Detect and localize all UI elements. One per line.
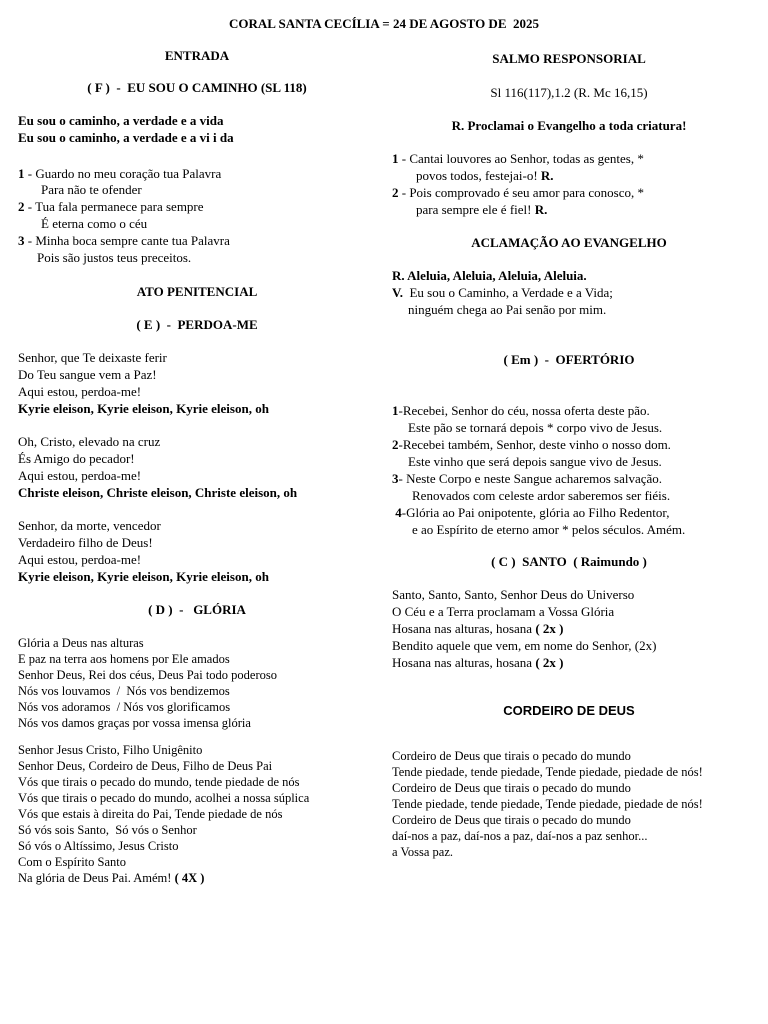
gloria-line: Nós vos adoramos / Nós vos glorificamos [18, 700, 231, 714]
cordeiro-line: Cordeiro de Deus que tirais o pecado do mundo [392, 749, 631, 763]
gloria-line: Só vós sois Santo, Só vós o Senhor [18, 823, 197, 837]
ofertorio-line: e ao Espírito de eterno amor * pelos séculos. Amém. [412, 522, 686, 537]
entrada-refrain-line: Eu sou o caminho, a verdade e a vi i da [18, 130, 234, 145]
gloria-line: Senhor Jesus Cristo, Filho Unigênito [18, 743, 203, 757]
ofertorio-line: 3- Neste Corpo e neste Sangue acharemos salvação. [392, 471, 663, 486]
santo-song-title: ( C ) SANTO ( Raimundo ) [491, 554, 647, 569]
gloria-line: Nós vos louvamos / Nós vos bendizemos [18, 684, 230, 698]
entrada-song-title: ( F ) - EU SOU O CAMINHO (SL 118) [87, 80, 307, 95]
entrada-heading: ENTRADA [164, 48, 230, 63]
ato-line: Aqui estou, perdoa-me! [18, 468, 142, 483]
entrada-verse: 3 - Minha boca sempre cante tua Palavra [18, 233, 230, 248]
gloria-line: Vós que estais à direita do Pai, Tende piedade de nós [18, 807, 283, 821]
ato-christe: Christe eleison, Christe eleison, Christe eleison, oh [18, 485, 298, 500]
gloria-line: Só vós o Altíssimo, Jesus Cristo [18, 839, 179, 853]
gloria-line: Vós que tirais o pecado do mundo, tende piedade de nós [18, 775, 300, 789]
aclamacao-verse: ninguém chega ao Pai senão por mim. [408, 302, 607, 317]
ato-line: Aqui estou, perdoa-me! [18, 384, 142, 399]
gloria-line: E paz na terra aos homens por Ele amados [18, 652, 230, 666]
santo-line: Santo, Santo, Santo, Senhor Deus do Universo [392, 587, 635, 602]
salmo-reference: Sl 116(117),1.2 (R. Mc 16,15) [490, 85, 648, 100]
cordeiro-line: Tende piedade, tende piedade, Tende piedade, piedade de nós! [392, 765, 703, 779]
santo-line: O Céu e a Terra proclamam a Vossa Glória [392, 604, 615, 619]
gloria-line: Senhor Deus, Cordeiro de Deus, Filho de Deus Pai [18, 759, 273, 773]
santo-line: Bendito aquele que vem, em nome do Senhor, (2x) [392, 638, 657, 653]
ato-line: Do Teu sangue vem a Paz! [18, 367, 157, 382]
gloria-line: Nós vos damos graças por vossa imensa glória [18, 716, 251, 730]
entrada-verse: 2 - Tua fala permanece para sempre [18, 199, 204, 214]
cordeiro-line: a Vossa paz. [392, 845, 453, 859]
ato-line: Verdadeiro filho de Deus! [18, 535, 153, 550]
ato-line: Aqui estou, perdoa-me! [18, 552, 142, 567]
salmo-line: para sempre ele é fiel! R. [416, 202, 548, 217]
aclamacao-verse: V. Eu sou o Caminho, a Verdade e a Vida; [392, 285, 613, 300]
cordeiro-line: daí-nos a paz, daí-nos a paz, daí-nos a paz senhor... [392, 829, 648, 843]
salmo-line: 1 - Cantai louvores ao Senhor, todas as gentes, * [392, 151, 644, 166]
ato-line: És Amigo do pecador! [18, 451, 135, 466]
santo-line: Hosana nas alturas, hosana ( 2x ) [392, 655, 564, 670]
entrada-verse: 1 - Guardo no meu coração tua Palavra [18, 166, 222, 181]
ato-kyrie: Kyrie eleison, Kyrie eleison, Kyrie eleison, oh [18, 569, 269, 584]
gloria-song-title: ( D ) - GLÓRIA [148, 602, 246, 617]
entrada-verse: Pois são justos teus preceitos. [37, 250, 192, 265]
page-title: CORAL SANTA CECÍLIA = 24 DE AGOSTO DE 2025 [229, 16, 539, 31]
cordeiro-heading: CORDEIRO DE DEUS [503, 703, 635, 718]
cordeiro-line: Cordeiro de Deus que tirais o pecado do mundo [392, 813, 631, 827]
ato-kyrie: Kyrie eleison, Kyrie eleison, Kyrie eleison, oh [18, 401, 269, 416]
salmo-heading: SALMO RESPONSORIAL [492, 51, 646, 66]
salmo-line: 2 - Pois comprovado é seu amor para conosco, * [392, 185, 644, 200]
ofertorio-line: 2-Recebei também, Senhor, deste vinho o nosso dom. [392, 437, 671, 452]
ofertorio-line: 4-Glória ao Pai onipotente, glória ao Filho Redentor, [392, 505, 670, 520]
ofertorio-line: Este pão se tornará depois * corpo vivo de Jesus. [408, 420, 663, 435]
ofertorio-line: Este vinho que será depois sangue vivo de Jesus. [408, 454, 662, 469]
cordeiro-line: Tende piedade, tende piedade, Tende piedade, piedade de nós! [392, 797, 703, 811]
ato-song-title: ( E ) - PERDOA-ME [136, 317, 258, 332]
aclamacao-response: R. Aleluia, Aleluia, Aleluia, Aleluia. [392, 268, 587, 283]
entrada-verse: Para não te ofender [41, 182, 142, 197]
ato-heading: ATO PENITENCIAL [136, 284, 258, 299]
salmo-response: R. Proclamai o Evangelho a toda criatura! [451, 118, 687, 133]
ofertorio-line: Renovados com celeste ardor saberemos ser fiéis. [412, 488, 671, 503]
salmo-line: povos todos, festejai-o! R. [416, 168, 554, 183]
gloria-line: Na glória de Deus Pai. Amém! ( 4X ) [18, 871, 205, 885]
gloria-line: Senhor Deus, Rei dos céus, Deus Pai todo poderoso [18, 668, 277, 682]
ofertorio-line: 1-Recebei, Senhor do céu, nossa oferta deste pão. [392, 403, 650, 418]
entrada-verse: É eterna como o céu [41, 216, 148, 231]
gloria-line: Vós que tirais o pecado do mundo, acolhei a nossa súplica [18, 791, 310, 805]
entrada-refrain-line: Eu sou o caminho, a verdade e a vida [18, 113, 224, 128]
ofertorio-song-title: ( Em ) - OFERTÓRIO [503, 352, 635, 367]
ato-line: Senhor, da morte, vencedor [18, 518, 161, 533]
cordeiro-line: Cordeiro de Deus que tirais o pecado do mundo [392, 781, 631, 795]
gloria-line: Glória a Deus nas alturas [18, 636, 144, 650]
ato-line: Senhor, que Te deixaste ferir [18, 350, 167, 365]
ato-line: Oh, Cristo, elevado na cruz [18, 434, 161, 449]
santo-line: Hosana nas alturas, hosana ( 2x ) [392, 621, 564, 636]
gloria-line: Com o Espírito Santo [18, 855, 126, 869]
aclamacao-heading: ACLAMAÇÃO AO EVANGELHO [471, 235, 667, 250]
